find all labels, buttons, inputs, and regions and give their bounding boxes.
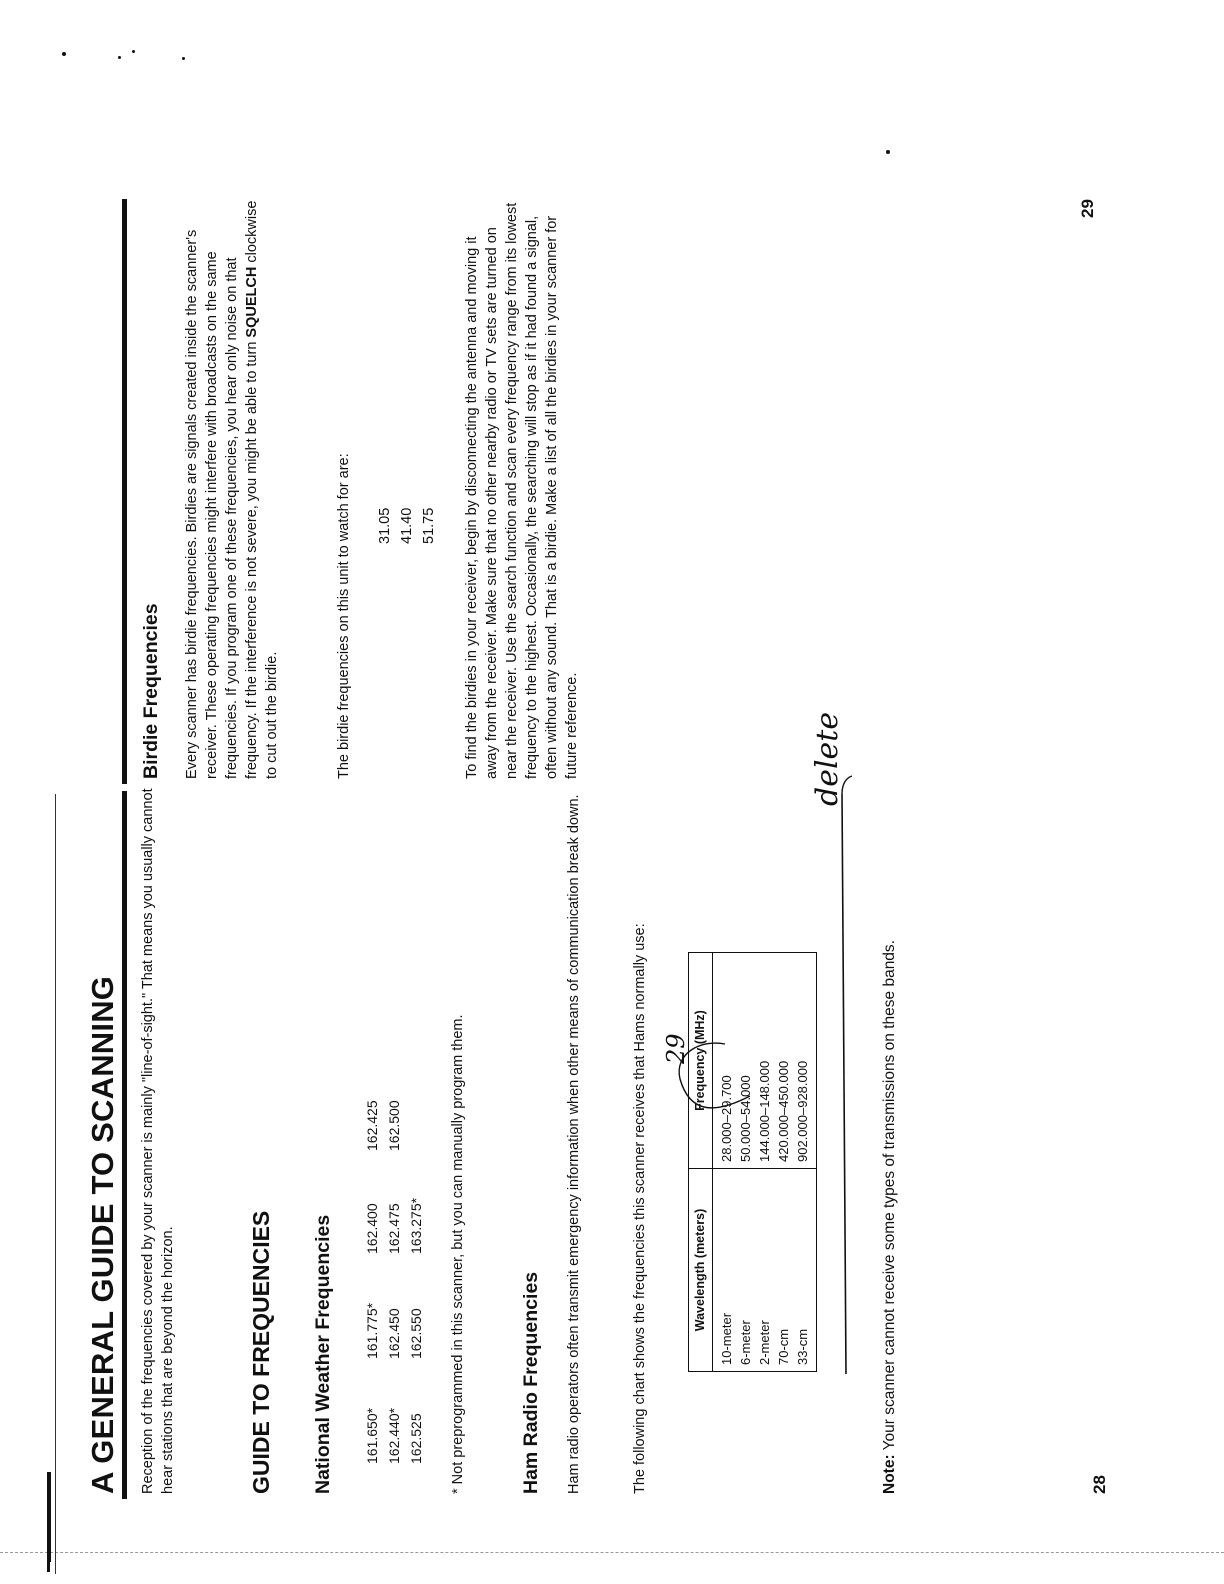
weather-freq: 162.440* (386, 1407, 402, 1464)
handwritten-note: delete (810, 711, 845, 806)
table-cell: 144.000–148.000 (757, 1060, 772, 1162)
weather-heading: National Weather Frequencies (312, 1214, 334, 1494)
table-cell-struck: 902.000–928.000 (795, 1060, 810, 1162)
page-number-right: 29 (1078, 199, 1097, 218)
ham-paragraph: Ham radio operators often transmit emergency information when other means of communication break down. (566, 794, 582, 1494)
table-cell: 28.000–29.700 (719, 1075, 734, 1162)
weather-footnote: * Not preprogrammed in this scanner, but you can manually program them. (450, 1014, 466, 1494)
page-title: A GENERAL GUIDE TO SCANNING (85, 975, 120, 1494)
table-header-cell: Frequency (MHz) (689, 953, 713, 1169)
birdie-frequency: 31.05 (377, 507, 393, 544)
weather-freq: 161.650* (364, 1407, 380, 1464)
handwritten-correction: 29 (662, 1033, 690, 1064)
chart-intro: The following chart shows the frequencies this scanner receives that Hams normally use: (632, 923, 648, 1494)
table-cell-struck: 33-cm (795, 1328, 810, 1365)
table-cell: 2-meter (757, 1320, 772, 1365)
squelch-keyword: SQUELCH (244, 266, 260, 338)
birdie-paragraph-2: To find the birdies in your receiver, begin by disconnecting the antenna and moving it away from the receiver. Make sure that no other nearby radio or TV sets are turned on near the receiver. Use the search function and scan every frequency range from its lowest frequency to the highest. Occasionally, the searching will stop as if it had found a signal, often without any sound. That is a birdie. Make a list of all the birdies in your scanner for future reference. (464, 202, 580, 779)
birdie-heading: Birdie Frequencies (140, 603, 162, 779)
weather-freq: 162.550 (408, 1308, 424, 1359)
note-paragraph (880, 764, 900, 1494)
weather-freq: 162.500 (386, 1100, 402, 1151)
table-cell: 420.000–450.000 (776, 1060, 791, 1162)
table-cell: 50.000–54.000 (738, 1075, 753, 1162)
birdie-text: clockwise to cut out the birdie. (244, 200, 280, 779)
birdie-text: Every scanner has birdie frequencies. Birdies are signals created inside the scanner's receiver. These operating frequencies might interfere with broadcasts on the same frequencies. If you program one of these frequencies, you hear only noise on that frequency. If the interference is not severe, you might be able to turn (184, 229, 260, 779)
weather-freq: 162.475 (386, 1203, 402, 1254)
weather-freq: 162.525 (408, 1413, 424, 1464)
birdie-paragraph-1 (182, 199, 282, 779)
birdie-intro: The birdie frequencies on this unit to watch for are: (336, 453, 352, 779)
birdie-frequency: 51.75 (421, 507, 437, 544)
handwritten-markup (0, 684, 900, 1584)
intro-paragraph: Reception of the frequencies covered by your scanner is mainly "line-of-sight." That means you usually cannot hear stations that are beyond the horizon. (140, 788, 176, 1494)
weather-freq: 162.400 (364, 1203, 380, 1254)
note-text: Your scanner cannot receive some types of transmissions on these bands. (881, 940, 898, 1455)
note-label: Note: (881, 1454, 898, 1494)
table-cell: 10-meter (719, 1312, 734, 1365)
table-cell: 70-cm (776, 1328, 791, 1365)
table-header-cell: Wavelength (meters) (689, 1169, 713, 1372)
birdie-frequency: 41.40 (399, 507, 415, 544)
birdie-top-rule (122, 199, 127, 784)
ham-heading: Ham Radio Frequencies (520, 1271, 542, 1494)
table-cell: 6-meter (738, 1320, 753, 1365)
weather-freq: 161.775* (364, 1302, 380, 1359)
guide-heading: GUIDE TO FREQUENCIES (248, 1210, 274, 1494)
weather-freq: 162.450 (386, 1308, 402, 1359)
weather-freq: 163.275* (408, 1197, 424, 1254)
birdie-list (374, 508, 440, 544)
page-number-left: 28 (1090, 1475, 1109, 1494)
weather-freq: 162.425 (364, 1100, 380, 1151)
strikethrough-line (842, 794, 846, 1374)
